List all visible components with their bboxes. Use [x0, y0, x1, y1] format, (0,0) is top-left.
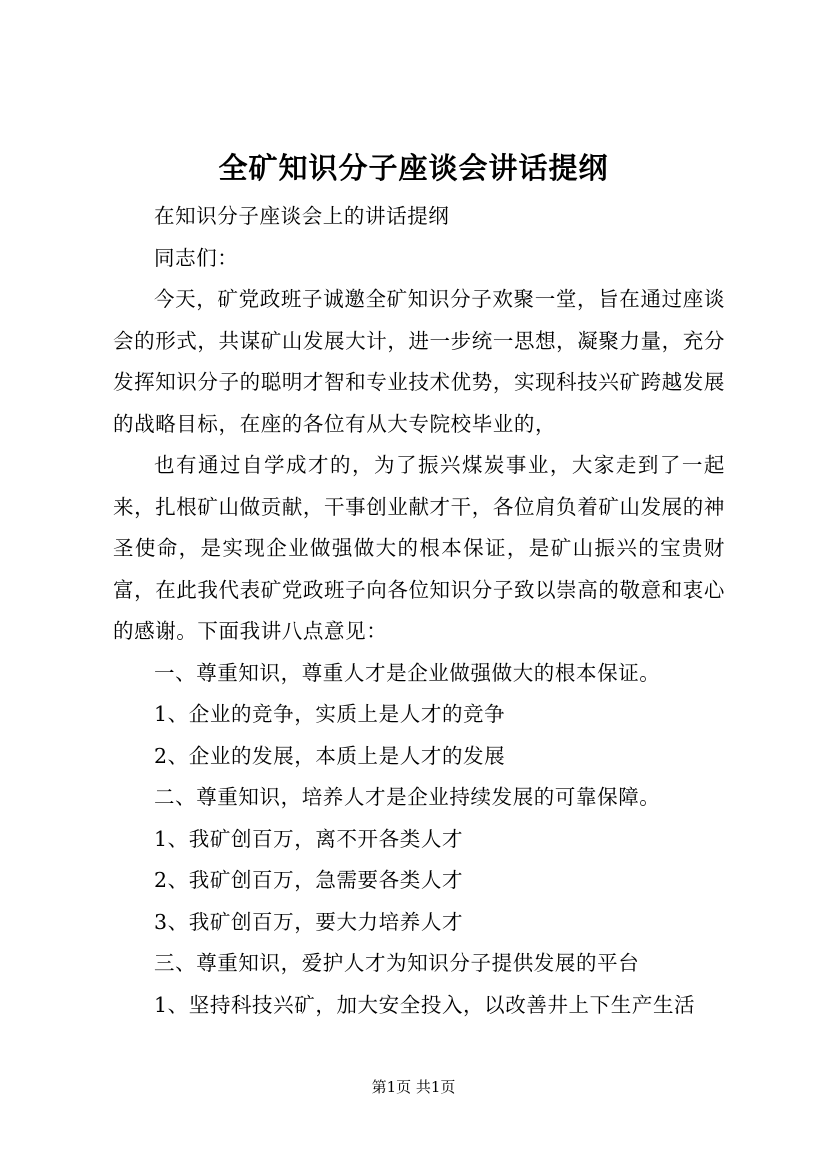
list-item: 1、企业的竞争，实质上是人才的竞争	[154, 702, 506, 726]
heading-section-2: 二、尊重知识，培养人才是企业持续发展的可靠保障。	[154, 785, 661, 809]
list-item: 1、坚持科技兴矿，加大安全投入，以改善井上下生产生活	[154, 992, 696, 1017]
heading-section-3: 三、尊重知识，爱护人才为知识分子提供发展的平台	[154, 951, 640, 975]
paragraph-intro-continued: 也有通过自学成才的，为了振兴煤炭事业，大家走到了一起来，扎根矿山做贡献，干事创业献才干，各位肩负着矿山发展的神圣使命，是实现企业做强做大的根本保证，是矿山振兴的宝贵财富，在此我代表矿党政班子向各位知识分子致以崇高的敬意和衷心的感谢。下面我讲八点意见：	[113, 453, 725, 643]
list-item: 2、我矿创百万，急需要各类人才	[154, 868, 464, 892]
heading-section-1: 一、尊重知识，尊重人才是企业做强做大的根本保证。	[154, 660, 661, 685]
document-body	[113, 196, 725, 1026]
list-item: 2、企业的发展，本质上是人才的发展	[154, 743, 506, 768]
list-item: 3、我矿创百万，要大力培养人才	[154, 909, 464, 934]
document-title: 全矿知识分子座谈会讲话提纲	[218, 151, 609, 185]
paragraph-intro: 今天，矿党政班子诚邀全矿知识分子欢聚一堂，旨在通过座谈会的形式，共谋矿山发展大计，进一步统一思想，凝聚力量，充分发挥知识分子的聪明才智和专业技术优势，实现科技兴矿跨越发展的战略目标，在座的各位有从大专院校毕业的，	[113, 287, 725, 436]
list-item: 1、我矿创百万，离不开各类人才	[154, 826, 464, 851]
page-footer: 第1页 共1页	[371, 1078, 456, 1096]
paragraph-subtitle: 在知识分子座谈会上的讲话提纲	[154, 204, 450, 228]
paragraph-salutation: 同志们：	[154, 245, 239, 270]
